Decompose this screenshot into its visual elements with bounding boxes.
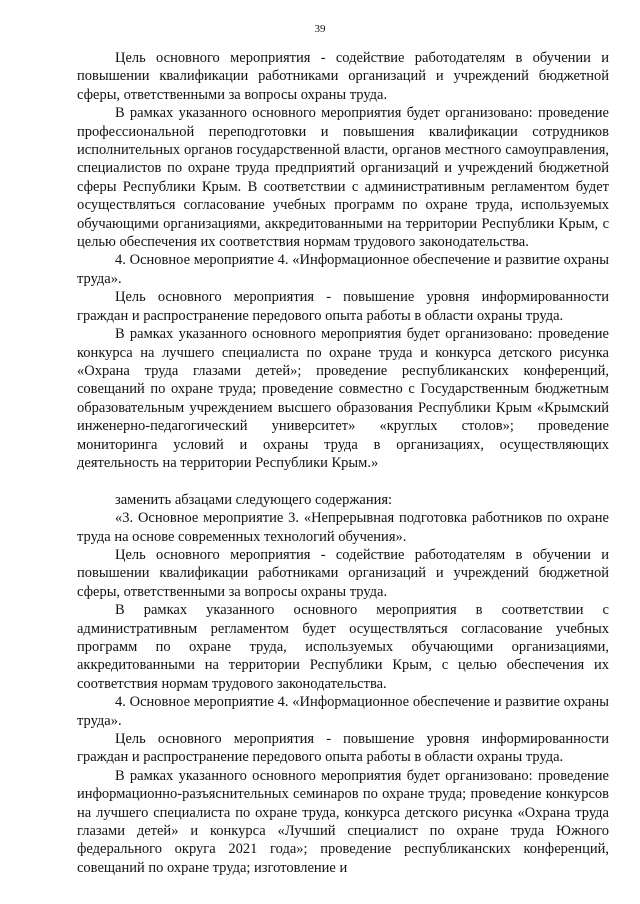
paragraph: В рамках указанного основного мероприятия будет организовано: проведение профессиональной переподготовки и повышения квалификации сотрудников исполнительных органов государственной власти, органов местного самоуправления, специалистов по охране труда предприятий организаций и учреждений бюджетной сферы Республики Крым. В соответствии с административным регламентом будет осуществляться согласование учебных программ по охране труда, используемых обучающими организациями, аккредитованными на территории Республики Крым, с целью обеспечения их соответствия нормам трудового законодательства.: [77, 105, 609, 251]
paragraph: В рамках указанного основного мероприятия в соответствии с административным регламентом будет осуществляться согласование учебных программ по охране труда, используемых обучающими организациями, аккредитованными на территории Республики Крым, с целью обеспечения их соответствия нормам трудового законодательства.: [77, 602, 609, 692]
paragraph: 4. Основное мероприятие 4. «Информационное обеспечение и развитие охраны труда».: [77, 252, 609, 287]
paragraph: Цель основного мероприятия - повышение уровня информированности граждан и распространение передового опыта работы в области охраны труда.: [77, 731, 609, 766]
paragraph: «3. Основное мероприятие 3. «Непрерывная подготовка работников по охране труда на основе современных технологий обучения».: [77, 510, 609, 545]
paragraph: Цель основного мероприятия - содействие работодателям в обучении и повышении квалификации работниками организаций и учреждений бюджетной сферы, ответственными за вопросы охраны труда.: [77, 50, 609, 103]
paragraph: 4. Основное мероприятие 4. «Информационное обеспечение и развитие охраны труда».: [77, 694, 609, 729]
paragraph: Цель основного мероприятия - содействие работодателям в обучении и повышении квалификации работниками организаций и учреждений бюджетной сферы, ответственными за вопросы охраны труда.: [77, 546, 609, 600]
paragraph: В рамках указанного основного мероприятия будет организовано: проведение информационно-разъяснительных семинаров по охране труда; проведение конкурсов на лучшего специалиста по охране труда, конкурса детского рисунка «Охрана труда глазами детей» и конкурса «Лучший специалист по охране труда Южного федерального округа 2021 года»; проведение республиканских конференций, совещаний по охране труда; изготовление и: [77, 767, 609, 876]
document-body: [77, 49, 609, 877]
page-number: 39: [314, 23, 326, 35]
paragraph: В рамках указанного основного мероприятия будет организовано: проведение конкурса на лучшего специалиста по охране труда и конкурса детского рисунка «Охрана труда глазами детей»; проведение республиканских конференций, совещаний по охране труда; проведение совместно с Государственным бюджетным образовательным учреждением высшего образования Республики Крым «Крымский инженерно-педагогический университет» «круглых столов»; проведение мониторинга условий и охраны труда в организациях, осуществляющих деятельность на территории Республики Крым.»: [77, 326, 609, 471]
paragraph: Цель основного мероприятия - повышение уровня информированности граждан и распространение передового опыта работы в области охраны труда.: [77, 289, 609, 324]
paragraph: заменить абзацами следующего содержания:: [115, 491, 393, 508]
